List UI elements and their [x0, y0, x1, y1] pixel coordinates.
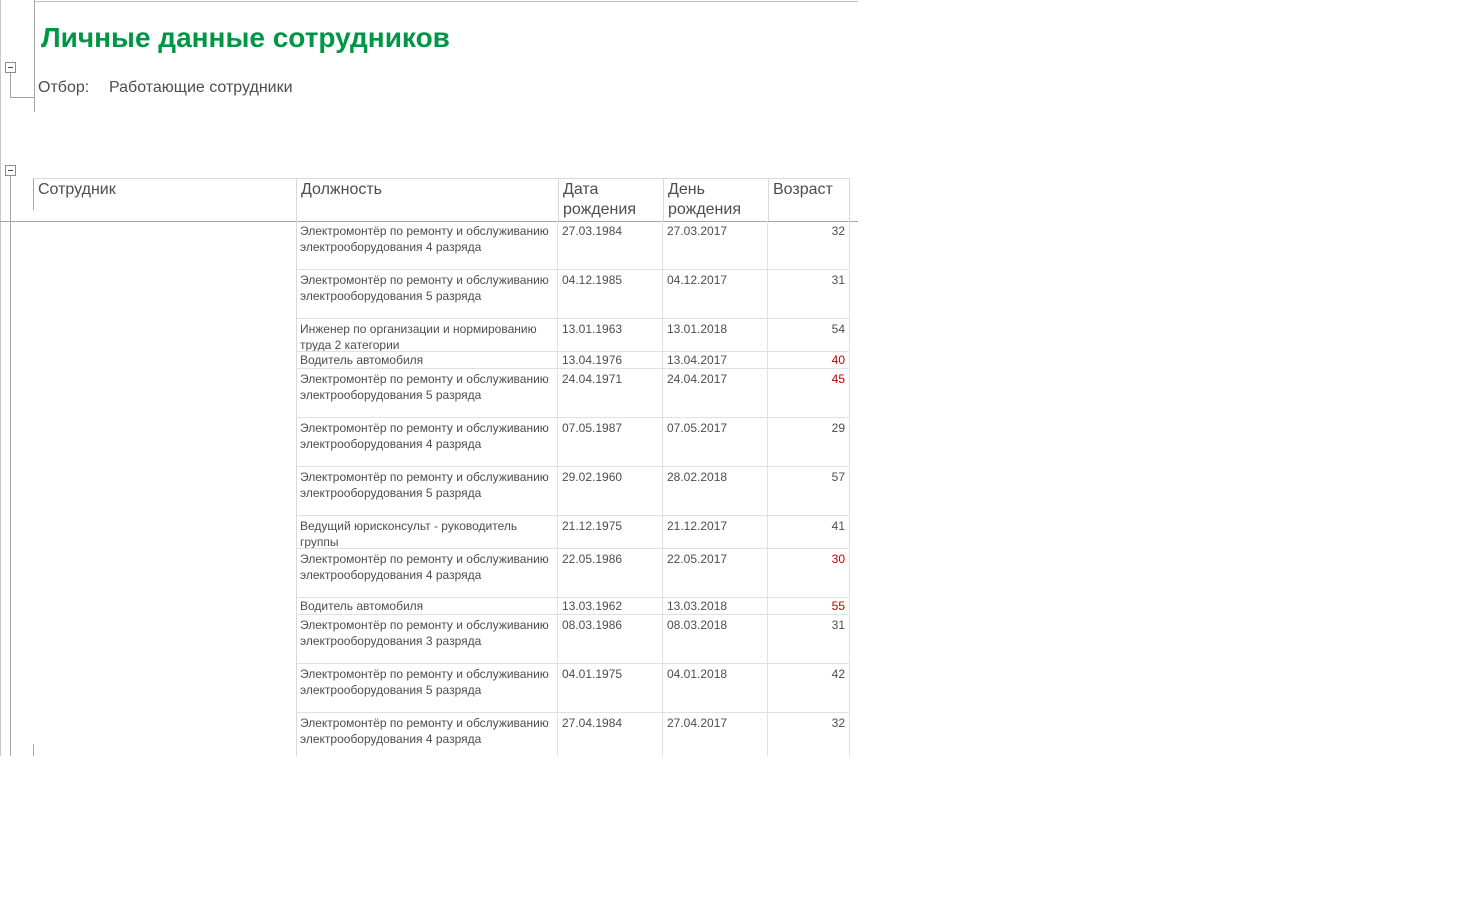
age-cell: 42 — [768, 664, 850, 712]
position-cell: Водитель автомобиля — [296, 352, 558, 368]
position-cell: Ведущий юрисконсульт - руководитель группы — [296, 516, 558, 548]
position-cell: Электромонтёр по ремонту и обслуживанию электрооборудования 4 разряда — [296, 713, 558, 756]
table-row[interactable] — [296, 516, 850, 549]
birth-date-cell: 13.04.1976 — [558, 352, 663, 368]
header-divider — [296, 179, 297, 221]
header-separator-left — [33, 178, 34, 210]
group-bracket-vertical — [10, 73, 11, 98]
age-cell: 45 — [768, 369, 850, 417]
birthday-cell: 08.03.2018 — [663, 615, 768, 663]
table-row[interactable] — [296, 369, 850, 418]
birth-date-cell: 13.01.1963 — [558, 319, 663, 351]
birth-date-cell: 13.03.1962 — [558, 598, 663, 614]
report-sheet — [0, 0, 860, 756]
age-cell: 31 — [768, 615, 850, 663]
age-cell: 54 — [768, 319, 850, 351]
column-header-employee[interactable]: Сотрудник — [38, 181, 116, 198]
age-cell: 57 — [768, 467, 850, 515]
birthday-cell: 22.05.2017 — [663, 549, 768, 597]
table-row[interactable] — [296, 549, 850, 598]
table-row[interactable] — [296, 221, 850, 270]
outline-tick — [33, 744, 34, 756]
age-cell: 41 — [768, 516, 850, 548]
sheet-top-border — [35, 1, 858, 2]
position-cell: Электромонтёр по ремонту и обслуживанию электрооборудования 5 разряда — [296, 270, 558, 318]
age-cell: 31 — [768, 270, 850, 318]
birth-date-cell: 04.01.1975 — [558, 664, 663, 712]
position-cell: Электромонтёр по ремонту и обслуживанию электрооборудования 4 разряда — [296, 418, 558, 466]
outline-separator — [34, 0, 35, 112]
position-cell: Водитель автомобиля — [296, 598, 558, 614]
birth-date-cell: 21.12.1975 — [558, 516, 663, 548]
header-divider — [558, 179, 559, 221]
age-cell: 32 — [768, 713, 850, 756]
birthday-cell: 21.12.2017 — [663, 516, 768, 548]
position-cell: Электромонтёр по ремонту и обслуживанию электрооборудования 5 разряда — [296, 664, 558, 712]
table-row[interactable] — [296, 615, 850, 664]
header-top-border — [33, 178, 850, 179]
column-header-position[interactable]: Должность — [301, 181, 382, 198]
table-row[interactable] — [296, 713, 850, 756]
filter-label: Отбор: — [38, 79, 90, 96]
birthday-cell: 27.03.2017 — [663, 221, 768, 269]
filter-value: Работающие сотрудники — [109, 79, 293, 96]
age-cell: 40 — [768, 352, 850, 368]
table-row[interactable] — [296, 664, 850, 713]
column-header-birthday[interactable]: День рождения — [668, 181, 741, 218]
position-cell: Инженер по организации и нормированию труда 2 категории — [296, 319, 558, 351]
table-row[interactable] — [296, 467, 850, 516]
birthday-cell: 28.02.2018 — [663, 467, 768, 515]
table-row[interactable] — [296, 598, 850, 615]
position-cell: Электромонтёр по ремонту и обслуживанию электрооборудования 5 разряда — [296, 467, 558, 515]
birthday-cell: 04.01.2018 — [663, 664, 768, 712]
data-table — [296, 221, 850, 756]
birthday-cell: 07.05.2017 — [663, 418, 768, 466]
birth-date-cell: 27.03.1984 — [558, 221, 663, 269]
birthday-cell: 24.04.2017 — [663, 369, 768, 417]
age-cell: 29 — [768, 418, 850, 466]
birth-date-cell: 24.04.1971 — [558, 369, 663, 417]
age-cell: 30 — [768, 549, 850, 597]
table-row[interactable] — [296, 418, 850, 467]
birthday-cell: 27.04.2017 — [663, 713, 768, 756]
table-row[interactable] — [296, 270, 850, 319]
group-bracket-horizontal — [10, 97, 34, 98]
group-bracket-vertical — [10, 176, 11, 756]
birthday-cell: 13.04.2017 — [663, 352, 768, 368]
birthday-cell: 04.12.2017 — [663, 270, 768, 318]
header-divider — [768, 179, 769, 221]
position-cell: Электромонтёр по ремонту и обслуживанию электрооборудования 4 разряда — [296, 221, 558, 269]
birth-date-cell: 04.12.1985 — [558, 270, 663, 318]
birth-date-cell: 27.04.1984 — [558, 713, 663, 756]
birth-date-cell: 29.02.1960 — [558, 467, 663, 515]
header-divider — [663, 179, 664, 221]
table-row[interactable] — [296, 352, 850, 369]
birthday-cell: 13.01.2018 — [663, 319, 768, 351]
column-header-birth-date[interactable]: Дата рождения — [563, 181, 636, 218]
table-row[interactable] — [296, 319, 850, 352]
age-cell: 32 — [768, 221, 850, 269]
group-collapse-icon[interactable] — [5, 165, 16, 176]
position-cell: Электромонтёр по ремонту и обслуживанию электрооборудования 5 разряда — [296, 369, 558, 417]
birth-date-cell: 22.05.1986 — [558, 549, 663, 597]
birth-date-cell: 07.05.1987 — [558, 418, 663, 466]
age-cell: 55 — [768, 598, 850, 614]
report-title: Личные данные сотрудников — [41, 22, 450, 53]
filter-line — [38, 78, 293, 98]
outline-bar — [0, 0, 1, 756]
position-cell: Электромонтёр по ремонту и обслуживанию электрооборудования 3 разряда — [296, 615, 558, 663]
birth-date-cell: 08.03.1986 — [558, 615, 663, 663]
column-header-age[interactable]: Возраст — [773, 181, 833, 198]
group-collapse-icon[interactable] — [5, 62, 16, 73]
position-cell: Электромонтёр по ремонту и обслуживанию электрооборудования 4 разряда — [296, 549, 558, 597]
header-divider — [849, 179, 850, 221]
birthday-cell: 13.03.2018 — [663, 598, 768, 614]
